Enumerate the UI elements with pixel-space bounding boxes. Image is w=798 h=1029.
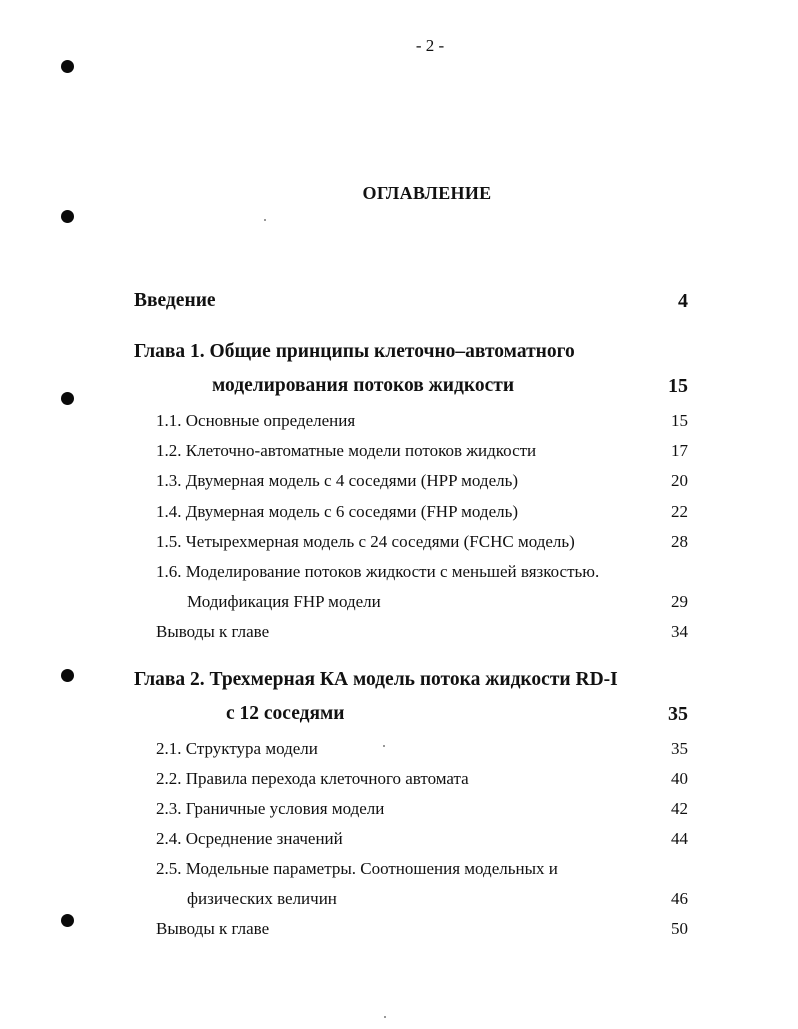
toc-entry-text: 1.6. Моделирование потоков жидкости с меньшей вязкостью. (156, 562, 600, 581)
toc-entry-text: 1.5. Четырехмерная модель с 24 соседями (FCHC модель) (156, 532, 575, 551)
toc-entry-page: 42 (671, 799, 688, 818)
toc-entry-text: моделирования потоков жидкости (212, 375, 515, 396)
punch-hole-2 (61, 210, 74, 223)
toc-entry-text: 1.4. Двумерная модель с 6 соседями (FHP модель) (156, 502, 519, 521)
toc-entry-page: 35 (668, 703, 688, 725)
punch-hole-5 (61, 914, 74, 927)
toc-entry-text: Выводы к главе (156, 622, 270, 641)
toc-entry-page: 28 (671, 532, 688, 551)
punch-hole-1 (61, 60, 74, 73)
toc-entry-page: 44 (671, 829, 688, 848)
toc-entry-page: 35 (671, 739, 688, 758)
toc-entry-text: 1.1. Основные определения (156, 411, 356, 430)
toc-entry-text: 2.1. Структура модели (156, 739, 318, 758)
scan-speck (384, 1016, 386, 1018)
toc-entry-page: 15 (671, 411, 688, 430)
toc-entry-page: 50 (671, 919, 688, 938)
toc-entry-text: физических величин (187, 889, 337, 908)
toc-entry-text: Глава 2. Трехмерная КА модель потока жидкости RD-I (134, 669, 618, 690)
toc-entry-page: 4 (678, 290, 688, 312)
toc-entry-text: 1.3. Двумерная модель с 4 соседями (HPP модель) (156, 471, 519, 490)
toc-entry-text: с 12 соседями (226, 703, 345, 724)
toc-entry-page: 40 (671, 769, 688, 788)
toc-title: ОГЛАВЛЕНИЕ (362, 183, 492, 203)
toc-entry-page: 20 (671, 471, 688, 490)
toc-entry-text: 2.4. Осреднение значений (156, 829, 343, 848)
punch-hole-4 (61, 669, 74, 682)
toc-entry-text: Модификация FHP модели (187, 592, 381, 611)
toc-entry-page: 46 (671, 889, 688, 908)
toc-entry-page: 17 (671, 441, 688, 460)
page-number: - 2 - (415, 36, 445, 55)
punch-hole-3 (61, 392, 74, 405)
scan-speck (264, 219, 266, 221)
toc-entry-page: 15 (668, 375, 688, 397)
toc-entry-text: 2.3. Граничные условия модели (156, 799, 385, 818)
toc-entry-text: 1.2. Клеточно-автоматные модели потоков жидкости (156, 441, 537, 460)
toc-entry-text: Глава 1. Общие принципы клеточно–автоматного (134, 341, 575, 362)
toc-entry-page: 34 (671, 622, 688, 641)
toc-entry-text: Выводы к главе (156, 919, 270, 938)
toc-entry-text: 2.5. Модельные параметры. Соотношения модельных и (156, 859, 558, 878)
toc-entry-text: Введение (134, 290, 216, 311)
toc-entry-text: 2.2. Правила перехода клеточного автомата (156, 769, 469, 788)
toc-entry-page: 29 (671, 592, 688, 611)
toc-entry-page: 22 (671, 502, 688, 521)
scan-speck (383, 745, 385, 747)
